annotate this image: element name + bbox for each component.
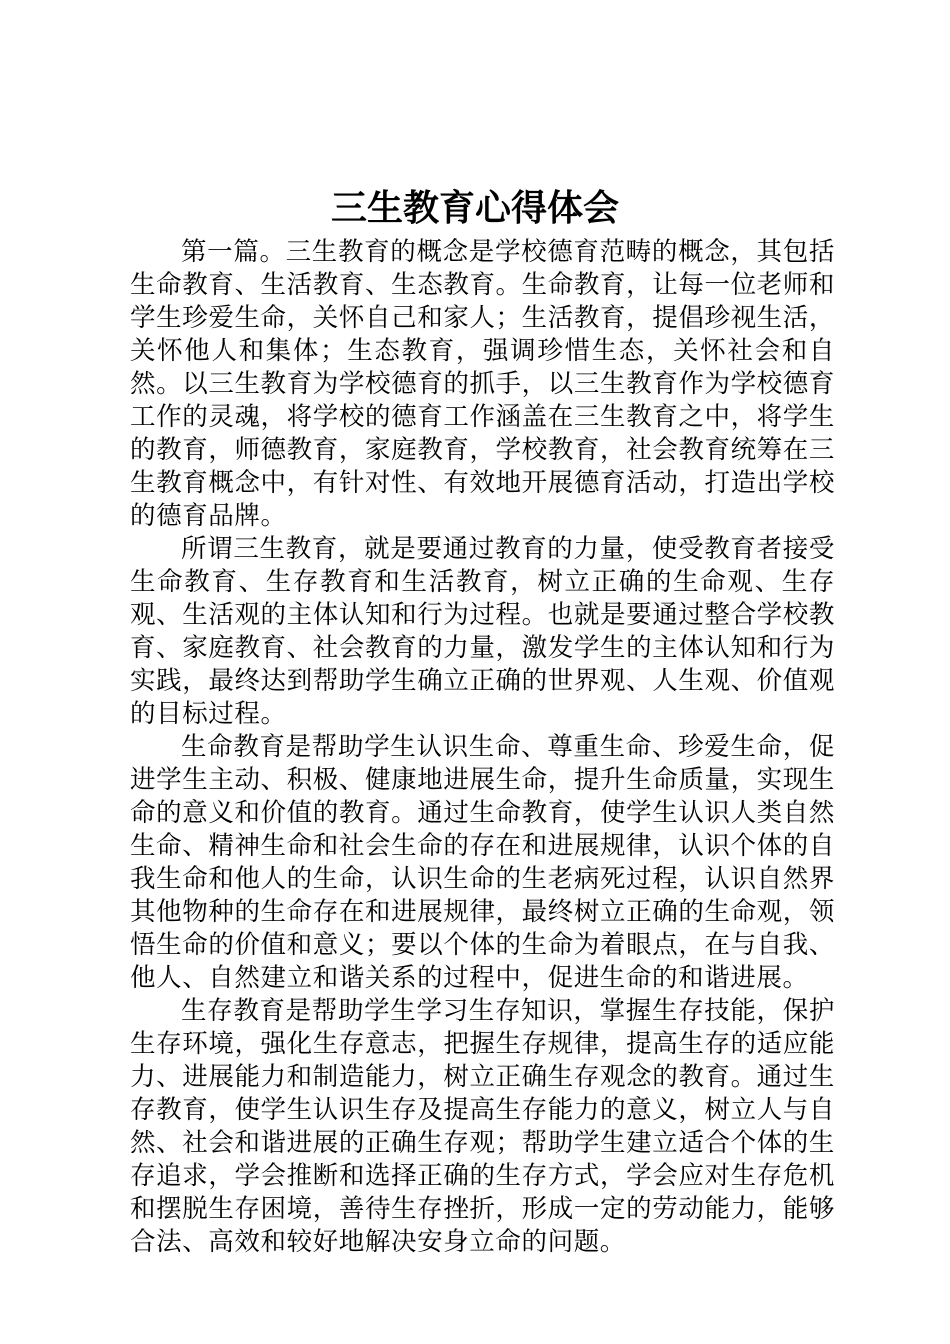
document-title: 三生教育心得体会 [330, 187, 619, 229]
paragraph-3: 生命教育是帮助学生认识生命、尊重生命、珍爱生命，促进学生主动、积极、健康地进展生命，提升生命质量，实现生命的意义和价值的教育。通过生命教育，使学生认识人类自然生命、精神生命和社会生命的存在和进展规律，认识个体的自我生命和他人的生命，认识生命的生老病死过程，认识自然界其他物种的生命存在和进展规律，最终树立正确的生命观，领悟生命的价值和意义；要以个体的生命为着眼点，在与自我、他人、自然建立和谐关系的过程中，促进生命的和谐进展。 [130, 732, 835, 993]
paragraph-1: 第一篇。三生教育的概念是学校德育范畴的概念，其包括生命教育、生活教育、生态教育。生命教育，让每一位老师和学生珍爱生命，关怀自己和家人；生活教育，提倡珍视生活，关怀他人和集体；生态教育，强调珍惜生态，关怀社会和自然。以三生教育为学校德育的抓手，以三生教育作为学校德育工作的灵魂，将学校的德育工作涵盖在三生教育之中，将学生的教育，师德教育，家庭教育，学校教育，社会教育统筹在三生教育概念中，有针对性、有效地开展德育活动，打造出学校的德育品牌。 [130, 237, 835, 531]
paragraph-2: 所谓三生教育，就是要通过教育的力量，使受教育者接受生命教育、生存教育和生活教育，树立正确的生命观、生存观、生活观的主体认知和行为过程。也就是要通过整合学校教育、家庭教育、社会教育的力量，激发学生的主体认知和行为实践，最终达到帮助学生确立正确的世界观、人生观、价值观的目标过程。 [130, 534, 835, 729]
paragraph-4: 生存教育是帮助学生学习生存知识，掌握生存技能，保护生存环境，强化生存意志，把握生存规律，提高生存的适应能力、进展能力和制造能力，树立正确生存观念的教育。通过生存教育，使学生认识生存及提高生存能力的意义，树立人与自然、社会和谐进展的正确生存观；帮助学生建立适合个体的生存追求，学会推断和选择正确的生存方式，学会应对生存危机和摆脱生存困境，善待生存挫折，形成一定的劳动能力，能够合法、高效和较好地解决安身立命的问题。 [130, 996, 835, 1257]
document-body [130, 236, 835, 1259]
